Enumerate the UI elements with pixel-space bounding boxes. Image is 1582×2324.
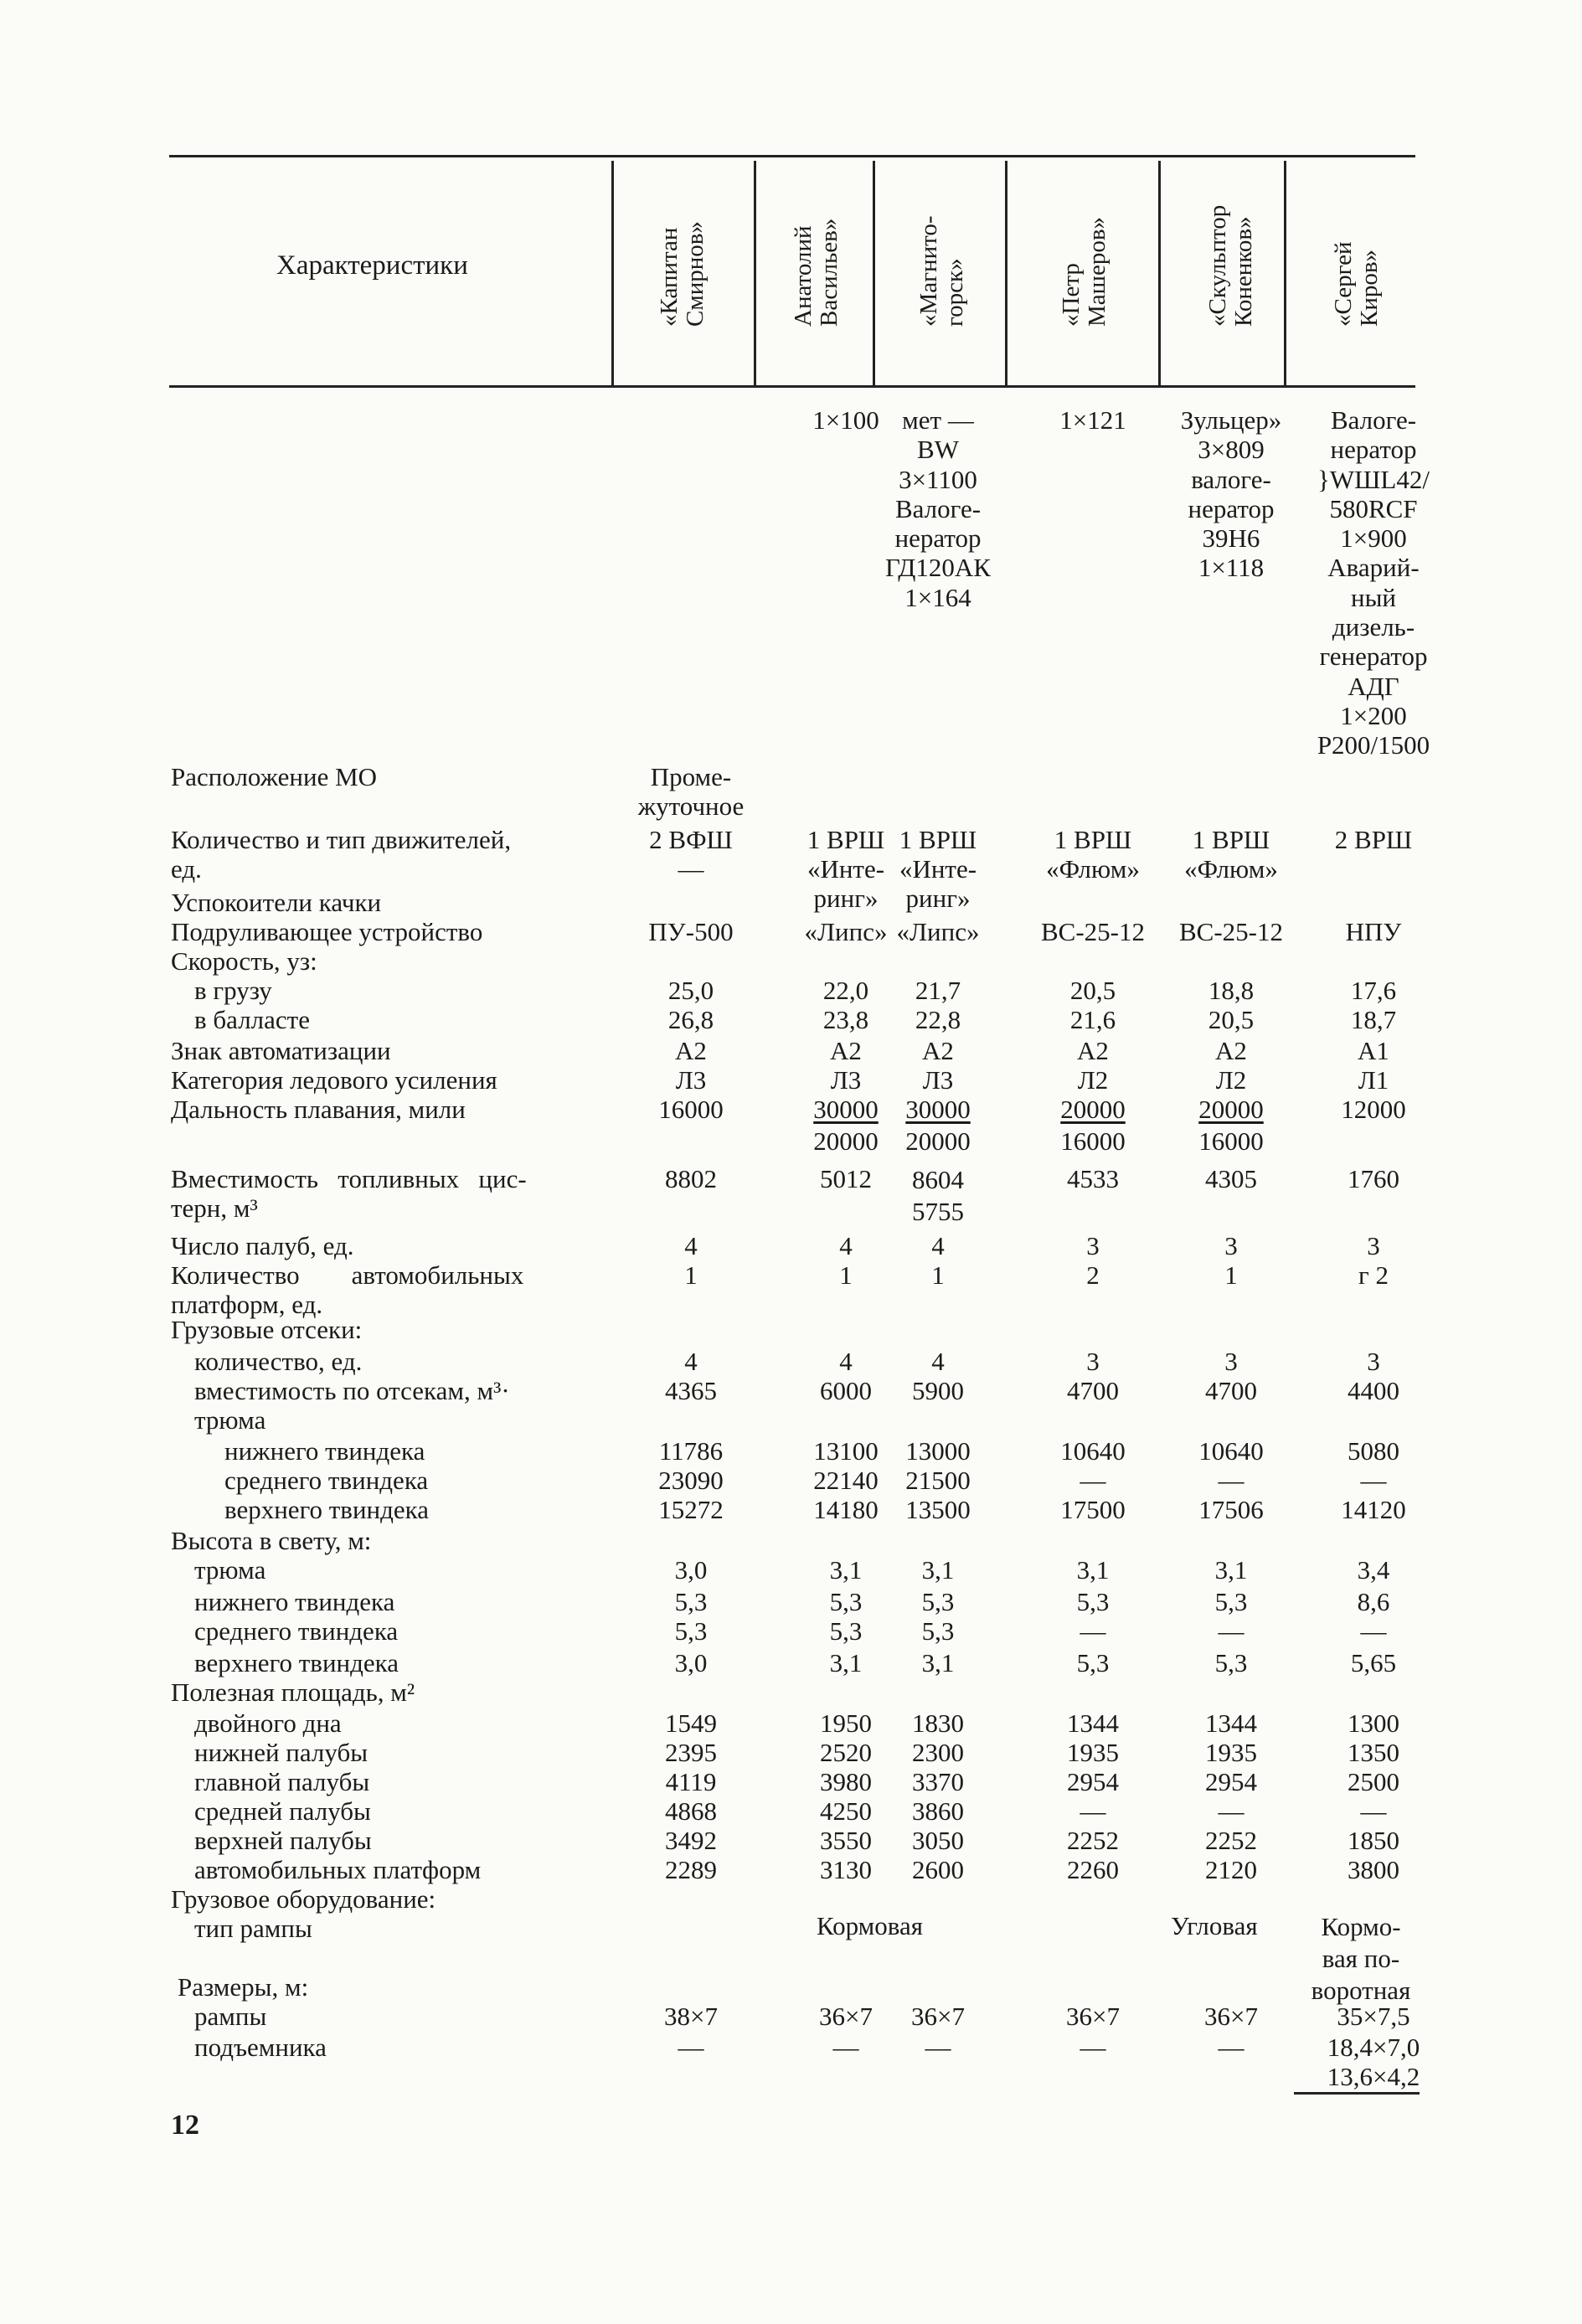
col-divider (1005, 161, 1007, 385)
table-cell: 2395 (665, 1738, 717, 1767)
row-label: в балласте (194, 1005, 310, 1034)
table-cell: 2252 (1067, 1826, 1119, 1855)
table-cell: 3 (1224, 1347, 1238, 1376)
table-cell: — (925, 2033, 951, 2062)
ship-name: «Петр Машеров» (1058, 216, 1110, 327)
table-cell: 30000 (905, 1095, 971, 1124)
row-label: Размеры, м: (178, 1972, 309, 2002)
row-label: Грузовое оборудование: (171, 1884, 436, 1914)
ramp-type-uglovaya: Угловая (1171, 1911, 1258, 1940)
table-cell: 10640 (1198, 1436, 1264, 1466)
table-cell: — (1218, 2033, 1244, 2062)
table-cell: 18,7 (1350, 1005, 1397, 1034)
table-cell: 3800 (1348, 1855, 1399, 1884)
row-label: тип рампы (194, 1914, 312, 1943)
row-label: главной палубы (194, 1767, 370, 1796)
table-cell: Л3 (922, 1065, 954, 1095)
table-cell: Проме- жуточное (637, 762, 745, 821)
row-label: в грузу (194, 976, 272, 1005)
table-cell: 5900 (912, 1376, 964, 1405)
col-divider (1284, 161, 1286, 385)
table-cell: 3 (1086, 1231, 1100, 1260)
table-cell: А2 (922, 1036, 954, 1065)
table-cell: — (678, 2033, 704, 2062)
table-cell: 36×7 (1204, 2002, 1258, 2031)
row-label: трюма (194, 1555, 266, 1585)
table-cell: 25,0 (667, 976, 714, 1005)
table-cell: 5,3 (1214, 1587, 1248, 1616)
page-number: 12 (171, 2110, 199, 2141)
ramp-type-kormovaya: Кормовая (817, 1911, 924, 1940)
ship-name: «Магнито- горск» (915, 215, 968, 327)
table-cell: 26,8 (667, 1005, 714, 1034)
row-label: Грузовые отсеки: (171, 1315, 363, 1344)
table-cell: 4 (839, 1347, 853, 1376)
table-cell: А2 (1077, 1036, 1109, 1065)
table-cell: 14120 (1341, 1495, 1406, 1524)
ship-header-4 (1047, 167, 1122, 379)
table-cell: 3,4 (1357, 1555, 1390, 1585)
table-cell: 11786 (658, 1436, 724, 1466)
ship-header-2 (779, 167, 854, 379)
table-cell: 13000 (905, 1436, 971, 1466)
table-header-rule (169, 385, 1415, 388)
table-cell: 1 (839, 1260, 853, 1290)
table-cell: 5,3 (1076, 1587, 1110, 1616)
table-top-rule (169, 155, 1415, 157)
table-cell: 2289 (665, 1855, 717, 1884)
table-cell: 3492 (665, 1826, 717, 1855)
table-cell: ВС-25-12 (1179, 917, 1283, 946)
table-cell: 4868 (665, 1796, 717, 1826)
table-cell: 5,3 (674, 1587, 708, 1616)
table-cell: 1 ВРШ «Инте- ринг» (899, 825, 977, 913)
table-cell: 36×7 (819, 2002, 873, 2031)
table-cell: 3,1 (1214, 1555, 1248, 1585)
table-cell: 1935 (1205, 1738, 1257, 1767)
table-cell: 20,5 (1069, 976, 1116, 1005)
table-cell: 4 (931, 1347, 945, 1376)
table-cell: ВС-25-12 (1041, 917, 1145, 946)
row-label: Полезная площадь, м² (171, 1677, 415, 1707)
table-cell: 2 ВРШ (1334, 825, 1413, 854)
row-label: Дальность плавания, мили (171, 1095, 466, 1124)
table-cell: 4700 (1067, 1376, 1119, 1405)
table-cell: 4119 (665, 1767, 717, 1796)
table-cell: «Липс» (804, 917, 888, 946)
table-cell: 5,3 (921, 1587, 955, 1616)
engine-cell: 1×121 (1059, 405, 1126, 435)
table-cell: — (1360, 1466, 1387, 1495)
table-cell: 5,65 (1350, 1648, 1397, 1677)
row-label: автомобильных платформ (194, 1855, 482, 1884)
table-cell: 5,3 (829, 1587, 863, 1616)
table-cell: 36×7 (1066, 2002, 1120, 2031)
table-cell: Л3 (675, 1065, 707, 1095)
engine-cell: Зульцер» 3×809 валоге- нератор 39Н6 1×118 (1180, 405, 1282, 583)
row-label: Число палуб, ед. (171, 1231, 354, 1260)
engine-cell: Валоге- нератор }WШL42/ 580RCF 1×900 Аварий- ный дизель- генератор АДГ 1×200 Р200/1500 (1317, 405, 1430, 760)
table-cell: 38×7 (664, 2002, 718, 2031)
table-cell: 4700 (1205, 1376, 1257, 1405)
row-label: двойного дна (194, 1708, 342, 1738)
table-cell: А2 (1215, 1036, 1247, 1065)
table-cell: 3980 (820, 1767, 872, 1796)
table-cell: 5,3 (674, 1616, 708, 1646)
table-cell: 1760 (1348, 1164, 1399, 1193)
table-cell: 2954 (1067, 1767, 1119, 1796)
table-cell: — (1080, 1796, 1106, 1826)
table-cell: А1 (1358, 1036, 1389, 1065)
row-label: нижней палубы (194, 1738, 368, 1767)
col-divider (1158, 161, 1161, 385)
table-cell: 4400 (1348, 1376, 1399, 1405)
table-cell: — (1218, 1466, 1244, 1495)
row-label: количество, ед. (194, 1347, 363, 1376)
ship-header-1 (645, 167, 720, 379)
ramp-type-col6: Кормо- вая по- воротная (1311, 1912, 1411, 2005)
table-cell: 4 (684, 1347, 698, 1376)
table-cell: 3,1 (829, 1648, 863, 1677)
row-label: Высота в свету, м: (171, 1526, 372, 1555)
table-cell: 10640 (1060, 1436, 1126, 1466)
table-cell: 36×7 (911, 2002, 965, 2031)
table-cell: 2120 (1205, 1855, 1257, 1884)
table-cell: — (1360, 1616, 1387, 1646)
ship-name: «Скульптор Коненков» (1204, 204, 1257, 327)
table-cell: 23090 (658, 1466, 724, 1495)
table-cell: 1 ВРШ «Флюм» (1046, 825, 1140, 884)
engine-cell: 1×100 (812, 405, 879, 435)
row-label: Расположение МО (171, 762, 378, 791)
table-cell: 3 (1086, 1347, 1100, 1376)
ship-name: «Сергей Киров» (1330, 241, 1383, 327)
table-cell: 12000 (1341, 1095, 1406, 1124)
row-label: верхнего твиндека (194, 1648, 399, 1677)
table-cell: — (1218, 1796, 1244, 1826)
table-cell: 20000 (1198, 1095, 1264, 1124)
table-cell: 2 (1086, 1260, 1100, 1290)
table-cell: — (1218, 1616, 1244, 1646)
row-label: Знак автоматизации (171, 1036, 391, 1065)
table-cell: 8,6 (1357, 1587, 1390, 1616)
table-cell: 3 (1367, 1347, 1380, 1376)
table-cell: 13500 (905, 1495, 971, 1524)
row-label: среднего твиндека (224, 1466, 429, 1495)
table-cell: 8604 5755 (912, 1165, 964, 1226)
table-cell: 3 (1224, 1231, 1238, 1260)
col-divider (754, 161, 756, 385)
table-cell: 17500 (1060, 1495, 1126, 1524)
table-cell: 13100 (813, 1436, 879, 1466)
row-label: рампы (194, 2002, 267, 2031)
ship-header-3 (904, 167, 980, 379)
table-cell: 4533 (1067, 1164, 1119, 1193)
table-cell: 5,3 (1076, 1648, 1110, 1677)
row-label: Подруливающее устройство (171, 917, 483, 946)
table-cell: 5,3 (1214, 1648, 1248, 1677)
table-cell: 21,6 (1069, 1005, 1116, 1034)
table-cell: — (1360, 1796, 1387, 1826)
table-cell: 3,1 (1076, 1555, 1110, 1585)
table-cell: — (1080, 1616, 1106, 1646)
table-cell: 1935 (1067, 1738, 1119, 1767)
row-label: нижнего твиндека (224, 1436, 425, 1466)
table-cell: 20000 (905, 1126, 971, 1156)
table-cell: 5012 (820, 1164, 872, 1193)
table-cell: 4 (931, 1231, 945, 1260)
table-cell: 3,0 (674, 1555, 708, 1585)
table-cell: г 2 (1358, 1260, 1389, 1290)
table-cell: 3130 (820, 1855, 872, 1884)
table-cell: 35×7,5 (1337, 2002, 1410, 2031)
row-label: Количество и тип движителей, ед. (171, 825, 512, 884)
table-cell: 20000 (813, 1126, 879, 1156)
row-label: среднего твиндека (194, 1616, 399, 1646)
table-cell: 17506 (1198, 1495, 1264, 1524)
table-cell: Л3 (830, 1065, 862, 1095)
table-cell: 30000 (813, 1095, 879, 1124)
table-cell: 1 (1224, 1260, 1238, 1290)
table-cell: «Липс» (896, 917, 980, 946)
table-cell: 21500 (905, 1466, 971, 1495)
table-cell: 1344 (1067, 1708, 1119, 1738)
ship-name: Анатолий Васильев» (790, 218, 843, 327)
table-cell: 1344 (1205, 1708, 1257, 1738)
table-cell: 2520 (820, 1738, 872, 1767)
table-cell: 1 ВРШ «Флюм» (1184, 825, 1278, 884)
table-cell: Л1 (1358, 1065, 1389, 1095)
col-divider (873, 161, 875, 385)
table-cell: 16000 (1060, 1126, 1126, 1156)
table-cell: ПУ-500 (648, 917, 734, 946)
table-cell: 22140 (813, 1466, 879, 1495)
table-cell: 1 (931, 1260, 945, 1290)
row-label: нижнего твиндека (194, 1587, 395, 1616)
row-label: Количество автомобильных платформ, ед. (171, 1260, 524, 1319)
table-cell: 1549 (665, 1708, 717, 1738)
table-cell: 16000 (1198, 1126, 1264, 1156)
ship-header-6 (1319, 167, 1394, 379)
row-label: вместимость по отсекам, м³· трюма (194, 1376, 510, 1435)
table-cell: 1 ВРШ «Инте- ринг» (806, 825, 885, 913)
table-cell: 2300 (912, 1738, 964, 1767)
table-cell: 3860 (912, 1796, 964, 1826)
row-label: Вместимость топливных цис- терн, м³ (171, 1164, 527, 1223)
table-cell: — (1080, 2033, 1106, 2062)
col-divider (611, 161, 614, 385)
table-cell: 22,0 (822, 976, 869, 1005)
table-cell: 3550 (820, 1826, 872, 1855)
table-cell: 5080 (1348, 1436, 1399, 1466)
table-cell: 5,3 (921, 1616, 955, 1646)
table-cell: 2260 (1067, 1855, 1119, 1884)
table-cell: 2600 (912, 1855, 964, 1884)
table-cell: 1300 (1348, 1708, 1399, 1738)
table-cell: 1 (684, 1260, 698, 1290)
table-cell: 4250 (820, 1796, 872, 1826)
table-cell: 1850 (1348, 1826, 1399, 1855)
table-cell: 18,8 (1208, 976, 1255, 1005)
table-cell: 4365 (665, 1376, 717, 1405)
table-cell: 20000 (1060, 1095, 1126, 1124)
table-cell: 22,8 (915, 1005, 961, 1034)
table-cell: 5,3 (829, 1616, 863, 1646)
row-label: средней палубы (194, 1796, 371, 1826)
table-cell: 17,6 (1350, 976, 1397, 1005)
table-cell: 3 (1367, 1231, 1380, 1260)
row-label: Категория ледового усиления (171, 1065, 497, 1095)
table-cell: 2954 (1205, 1767, 1257, 1796)
row-label: верхнего твиндека (224, 1495, 430, 1524)
table-cell: 6000 (820, 1376, 872, 1405)
table-cell: А2 (675, 1036, 707, 1065)
row-label: подъемника (194, 2033, 327, 2062)
table-cell: 3050 (912, 1826, 964, 1855)
table-cell: 1830 (912, 1708, 964, 1738)
engine-cell: мет — BW 3×1100 Валоге- нератор ГД120АК 1×164 (885, 405, 991, 612)
row-label: верхней палубы (194, 1826, 372, 1855)
table-cell: 3,0 (674, 1648, 708, 1677)
table-cell: 8802 (665, 1164, 717, 1193)
table-cell: 14180 (813, 1495, 879, 1524)
row-label: Успокоители качки (171, 888, 382, 917)
table-cell: 2252 (1205, 1826, 1257, 1855)
table-cell: НПУ (1345, 917, 1402, 946)
table-cell: 3370 (912, 1767, 964, 1796)
table-cell: — (1080, 1466, 1106, 1495)
header-characteristics: Характеристики (276, 250, 468, 281)
table-cell: 3,1 (921, 1648, 955, 1677)
table-cell: 3,1 (921, 1555, 955, 1585)
table-cell: 23,8 (822, 1005, 869, 1034)
row-label: Скорость, уз: (171, 946, 317, 976)
table-cell: 2 ВФШ — (649, 825, 733, 884)
table-cell: 1950 (820, 1708, 872, 1738)
table-cell: 21,7 (915, 976, 961, 1005)
table-cell: 4 (684, 1231, 698, 1260)
table-cell: Л2 (1077, 1065, 1109, 1095)
table-cell: 4305 (1205, 1164, 1257, 1193)
table-cell: 16000 (658, 1095, 724, 1124)
table-cell: Л2 (1215, 1065, 1247, 1095)
table-cell: 3,1 (829, 1555, 863, 1585)
table-cell: А2 (830, 1036, 862, 1065)
subtotal-rule (1294, 2092, 1420, 2095)
table-cell: 18,4×7,0 13,6×4,2 (1327, 2033, 1420, 2091)
ship-header-5 (1193, 167, 1269, 379)
table-cell: 20,5 (1208, 1005, 1255, 1034)
table-cell: 1350 (1348, 1738, 1399, 1767)
table-cell: 15272 (658, 1495, 724, 1524)
table-cell: 2500 (1348, 1767, 1399, 1796)
table-cell: 4 (839, 1231, 853, 1260)
table-cell: — (832, 2033, 859, 2062)
ship-name: «Капитан Смирнов» (656, 221, 709, 327)
